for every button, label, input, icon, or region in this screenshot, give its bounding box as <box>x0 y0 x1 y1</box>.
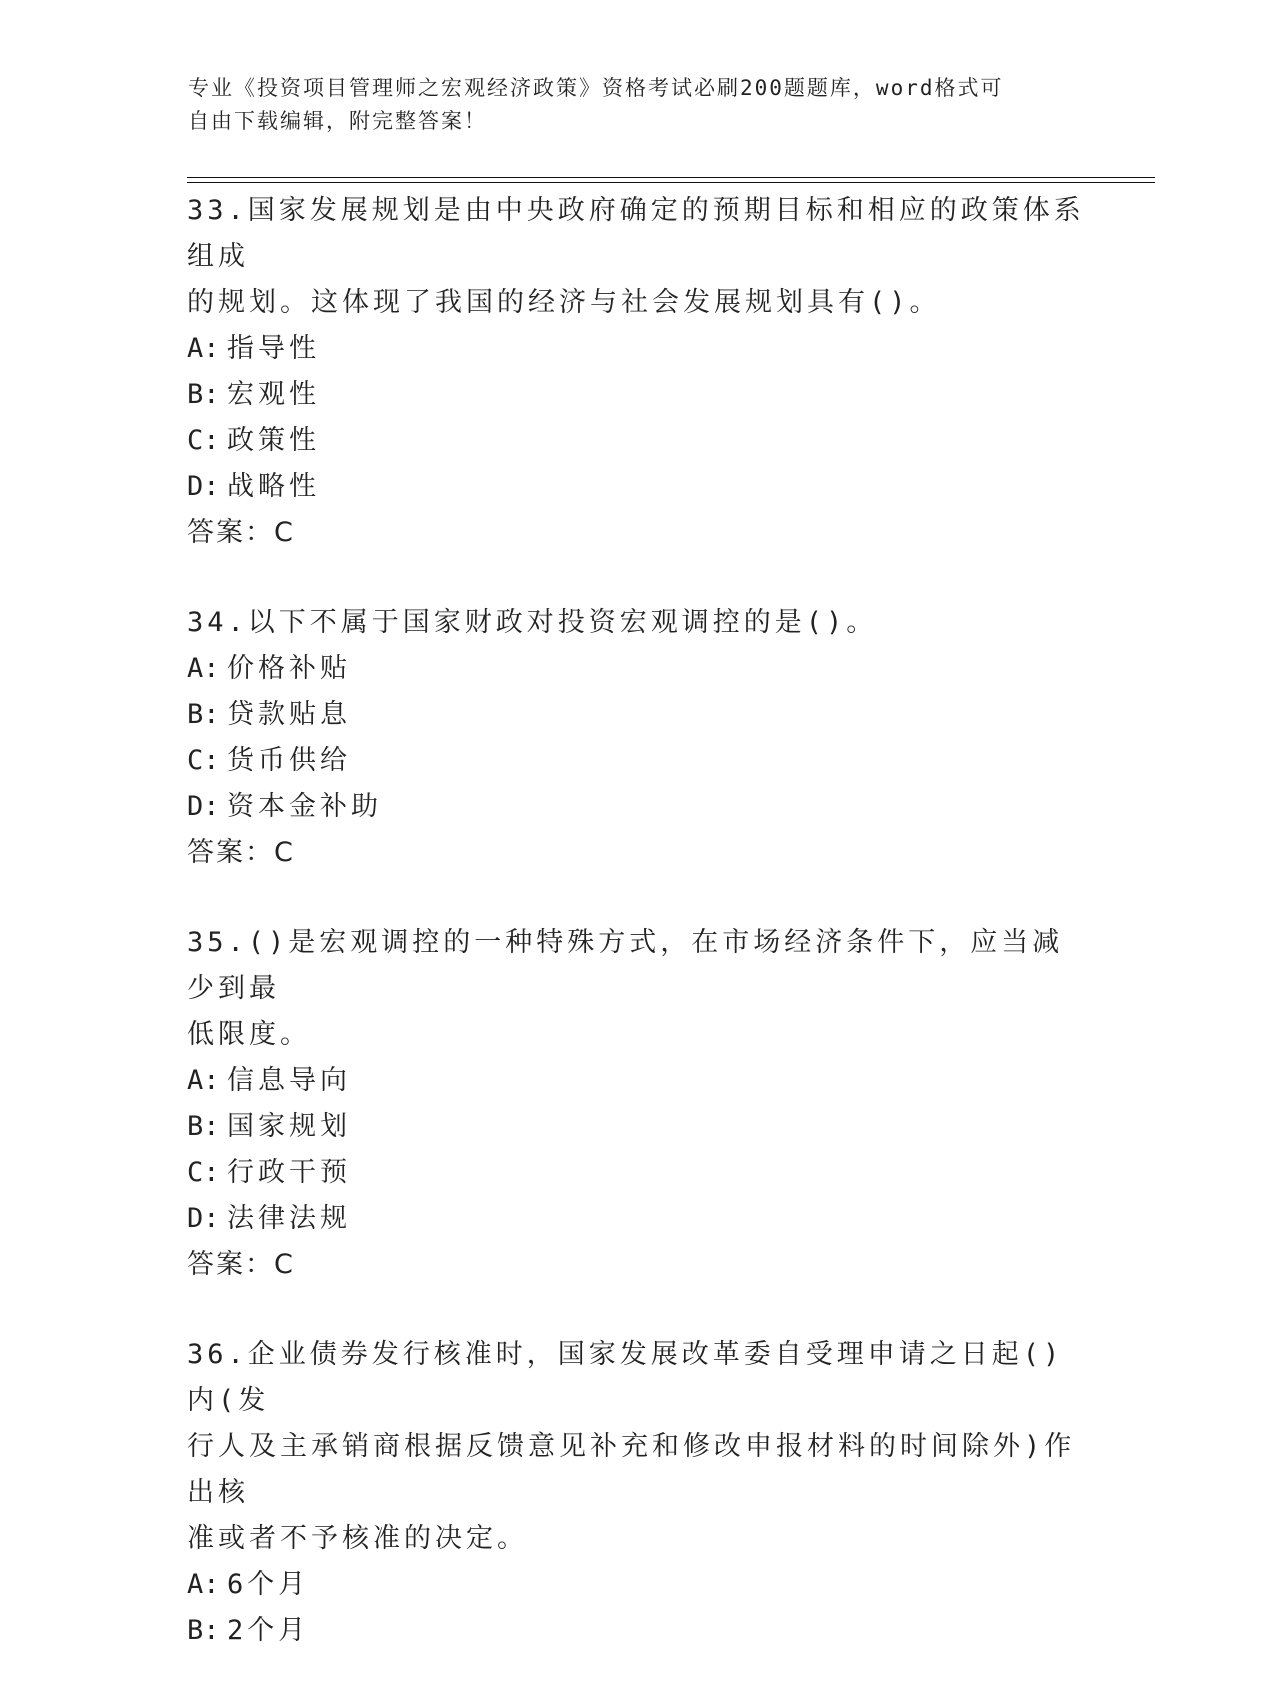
option-d <box>187 1196 1087 1242</box>
option-text: 2个月 <box>227 1615 310 1646</box>
question-stem: 33.国家发展规划是由中央政府确定的预期目标和相应的政策体系组成 <box>187 195 1085 272</box>
question-35 <box>187 920 1087 1288</box>
option-a <box>187 1562 1087 1608</box>
option-a <box>187 646 1087 692</box>
option-d <box>187 784 1087 830</box>
header-divider-top <box>187 177 1155 178</box>
option-letter: A: <box>187 1569 220 1600</box>
option-text: 资本金补助 <box>227 791 382 822</box>
option-text: 战略性 <box>227 471 320 502</box>
option-a <box>187 326 1087 372</box>
option-letter: B: <box>187 1615 220 1646</box>
question-33 <box>187 188 1087 556</box>
document-header <box>188 72 1068 138</box>
option-b <box>187 1104 1087 1150</box>
question-stem: 的规划。这体现了我国的经济与社会发展规划具有()。 <box>187 287 941 318</box>
answer-line: 答案：C <box>187 837 295 868</box>
option-text: 货币供给 <box>227 745 351 776</box>
question-36 <box>187 1332 1087 1654</box>
option-text: 行政干预 <box>227 1157 351 1188</box>
answer-line: 答案：C <box>187 517 295 548</box>
option-letter: C: <box>187 1157 220 1188</box>
option-letter: C: <box>187 425 220 456</box>
question-stem: 35.()是宏观调控的一种特殊方式，在市场经济条件下，应当减少到最 <box>187 927 1064 1004</box>
option-b <box>187 692 1087 738</box>
option-b <box>187 1608 1087 1654</box>
option-letter: A: <box>187 1065 220 1096</box>
option-c <box>187 418 1087 464</box>
header-line-2: 自由下载编辑，附完整答案！ <box>188 109 487 133</box>
option-letter: B: <box>187 379 220 410</box>
option-text: 指导性 <box>227 333 320 364</box>
question-stem: 34.以下不属于国家财政对投资宏观调控的是()。 <box>187 607 878 638</box>
header-divider-bottom <box>187 182 1155 183</box>
option-text: 宏观性 <box>227 379 320 410</box>
question-stem: 低限度。 <box>187 1019 311 1050</box>
option-text: 国家规划 <box>227 1111 351 1142</box>
option-letter: A: <box>187 333 220 364</box>
question-stem: 行人及主承销商根据反馈意见补充和修改申报材料的时间除外)作出核 <box>187 1431 1076 1508</box>
question-stem: 准或者不予核准的决定。 <box>187 1523 528 1554</box>
option-b <box>187 372 1087 418</box>
option-a <box>187 1058 1087 1104</box>
option-text: 信息导向 <box>227 1065 351 1096</box>
header-line-1: 专业《投资项目管理师之宏观经济政策》资格考试必刷200题题库，word格式可 <box>188 76 1004 100</box>
answer-line: 答案：C <box>187 1249 295 1280</box>
question-34 <box>187 600 1087 876</box>
option-text: 贷款贴息 <box>227 699 351 730</box>
option-text: 价格补贴 <box>227 653 351 684</box>
option-letter: B: <box>187 1111 220 1142</box>
option-letter: D: <box>187 791 220 822</box>
option-c <box>187 1150 1087 1196</box>
option-letter: B: <box>187 699 220 730</box>
question-stem: 36.企业债券发行核准时，国家发展改革委自受理申请之日起()内(发 <box>187 1339 1064 1416</box>
option-text: 法律法规 <box>227 1203 351 1234</box>
option-letter: A: <box>187 653 220 684</box>
question-list <box>187 188 1087 1698</box>
option-c <box>187 738 1087 784</box>
option-letter: C: <box>187 745 220 776</box>
option-letter: D: <box>187 471 220 502</box>
option-text: 6个月 <box>227 1569 310 1600</box>
option-text: 政策性 <box>227 425 320 456</box>
option-d <box>187 464 1087 510</box>
option-letter: D: <box>187 1203 220 1234</box>
